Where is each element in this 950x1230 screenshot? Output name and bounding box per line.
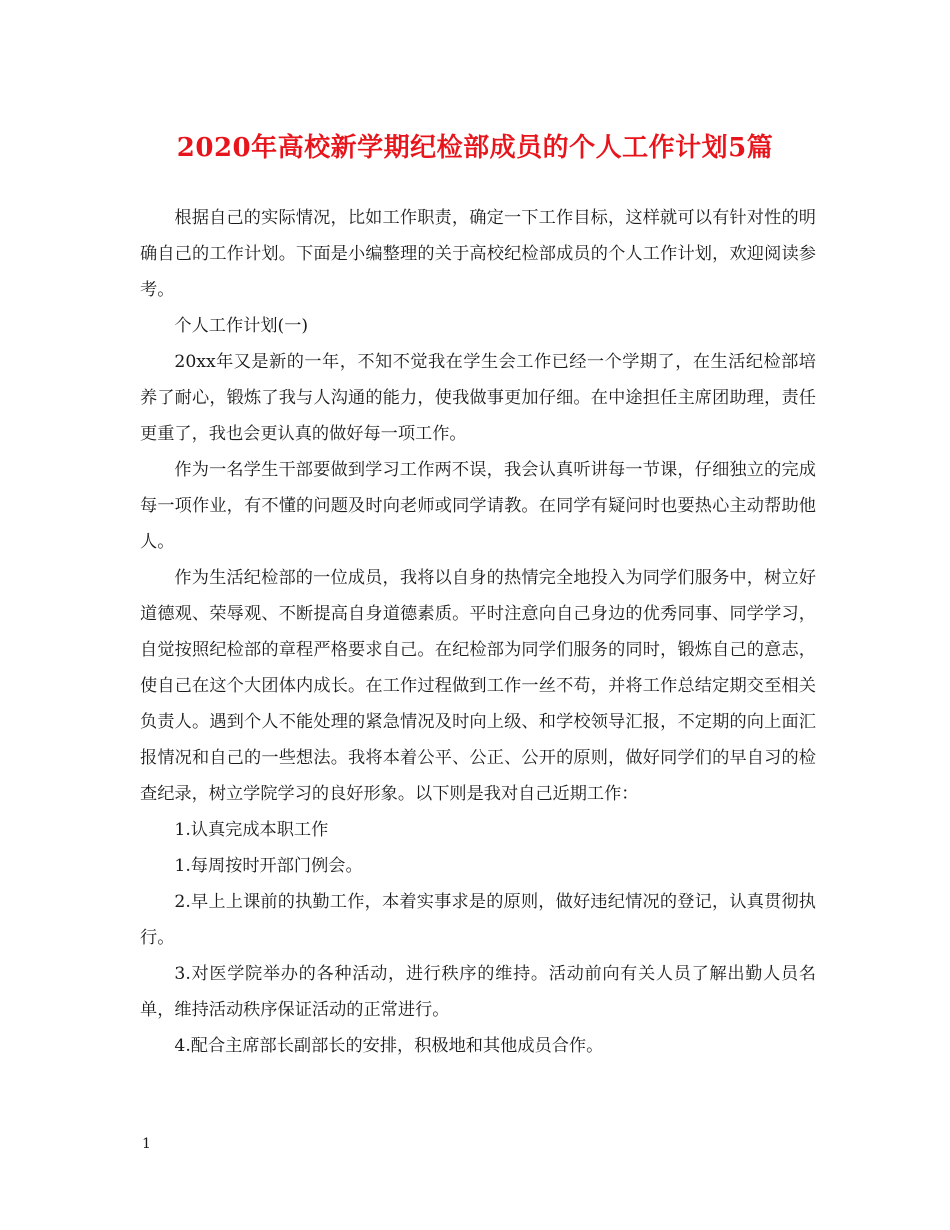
- list-item: 1.每周按时开部门例会。: [174, 856, 363, 876]
- document-body: [140, 200, 816, 1064]
- body-paragraph: 20xx年又是新的一年，不知不觉我在学生会工作已经一个学期了，在生活纪检部培养了耐心，锻炼了我与人沟通的能力，使我做事更加仔细。在中途担任主席团助理，责任更重了，我也会更认真的做好每一项工作。: [140, 352, 816, 444]
- page-number: 1: [142, 1136, 151, 1152]
- page-title: 2020年高校新学期纪检部成员的个人工作计划5篇: [176, 133, 774, 163]
- body-paragraph: 作为一名学生干部要做到学习工作两不误，我会认真听讲每一节课，仔细独立的完成每一项作业，有不懂的问题及时向老师或同学请教。在同学有疑问时也要热心主动帮助他人。: [140, 460, 816, 552]
- list-item: 2.早上上课前的执勤工作，本着实事求是的原则，做好违纪情况的登记，认真贯彻执行。: [140, 892, 816, 948]
- intro-paragraph: 根据自己的实际情况，比如工作职责，确定一下工作目标，这样就可以有针对性的明确自己的工作计划。下面是小编整理的关于高校纪检部成员的个人工作计划，欢迎阅读参考。: [140, 208, 816, 300]
- body-paragraph: 作为生活纪检部的一位成员，我将以自身的热情完全地投入为同学们服务中，树立好道德观、荣辱观、不断提高自身道德素质。平时注意向自己身边的优秀同事、同学学习，自觉按照纪检部的章程严格要求自己。在纪检部为同学们服务的同时，锻炼自己的意志，使自己在这个大团体内成长。在工作过程做到工作一丝不苟，并将工作总结定期交至相关负责人。遇到个人不能处理的紧急情况及时向上级、和学校领导汇报，不定期的向上面汇报情况和自己的一些想法。我将本着公平、公正、公开的原则，做好同学们的早自习的检查纪录，树立学院学习的良好形象。以下则是我对自己近期工作：: [140, 568, 816, 804]
- list-item: 3.对医学院举办的各种活动，进行秩序的维持。活动前向有关人员了解出勤人员名单，维持活动秩序保证活动的正常进行。: [140, 964, 816, 1020]
- list-item: 4.配合主席部长副部长的安排，积极地和其他成员合作。: [174, 1036, 604, 1056]
- section-heading: 个人工作计划(一): [174, 316, 309, 336]
- list-heading: 1.认真完成本职工作: [174, 820, 329, 840]
